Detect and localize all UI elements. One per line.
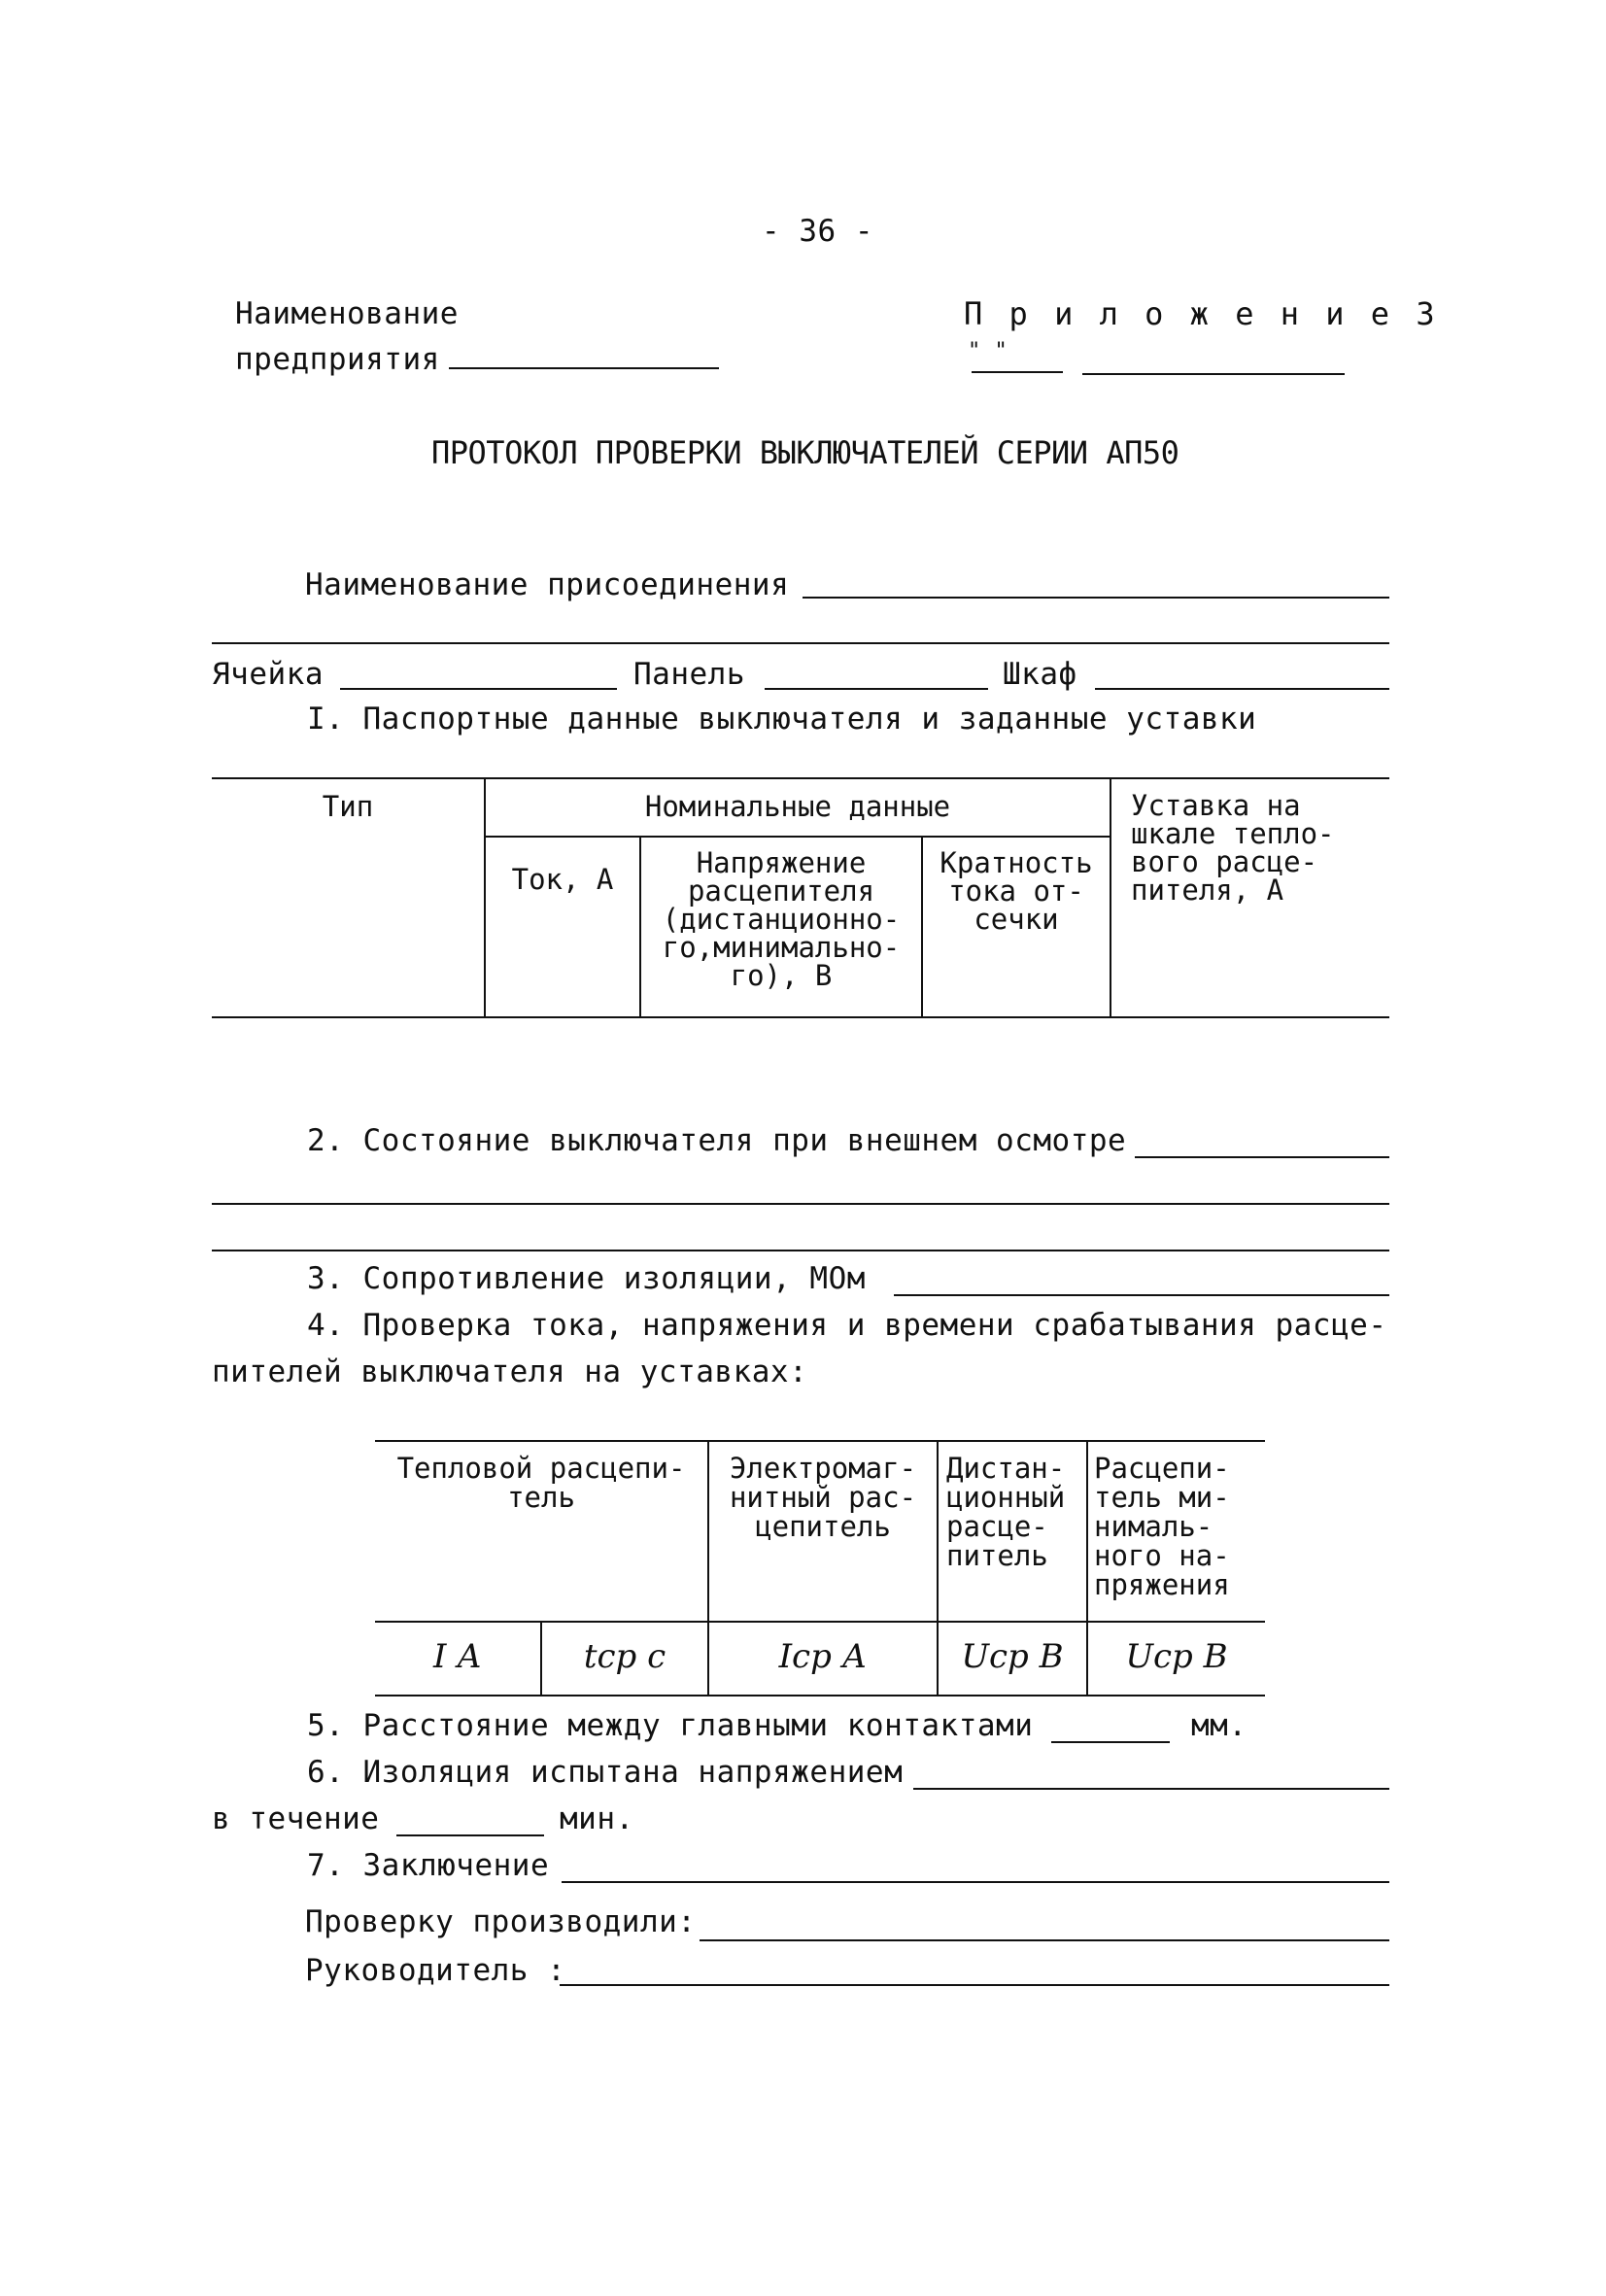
table1-top-border xyxy=(212,777,1389,779)
header-cutoff-ratio: Кратность тока от- сечки xyxy=(940,846,1093,936)
section4-line1: 4. Проверка тока, напряжения и времени срабатывания расце- xyxy=(307,1308,1387,1343)
checked-by-blank[interactable] xyxy=(700,1939,1389,1941)
header-remote-release: Дистан- ционный расце- питель xyxy=(946,1452,1066,1572)
org-label-2: предприятия xyxy=(235,342,440,377)
section2-blank[interactable] xyxy=(1135,1156,1389,1158)
section5-unit: мм. xyxy=(1191,1708,1247,1743)
table1-subheader-line xyxy=(484,836,1111,838)
date-quotes: " " xyxy=(968,339,1008,363)
cabinet-label: Шкаф xyxy=(1003,657,1077,692)
table2-top-border xyxy=(375,1440,1265,1442)
cell-label: Ячейка xyxy=(212,657,324,692)
date-day-blank[interactable] xyxy=(972,371,1063,373)
section2-blank-3[interactable] xyxy=(212,1250,1389,1251)
section7-label: 7. Заключение xyxy=(307,1848,550,1883)
unit-trip-time: tср с xyxy=(583,1637,666,1676)
contact-distance-blank[interactable] xyxy=(1051,1741,1170,1743)
document-title: ПРОТОКОЛ ПРОВЕРКИ ВЫКЛЮЧАТЕЛЕЙ СЕРИИ АП50 xyxy=(431,434,1179,471)
panel-blank[interactable] xyxy=(765,688,988,690)
section2-label: 2. Состояние выключателя при внешнем осмотре xyxy=(307,1123,1127,1158)
insulation-resistance-blank[interactable] xyxy=(894,1294,1389,1296)
page-number: - 36 - xyxy=(762,214,873,249)
head-blank[interactable] xyxy=(560,1984,1389,1986)
unit-trip-voltage-min: Uср В xyxy=(1125,1637,1228,1676)
section4-line2: пителей выключателя на уставках: xyxy=(212,1354,808,1389)
section1-heading: I. Паспортные данные выключателя и заданные уставки xyxy=(307,702,1257,737)
header-current: Ток, А xyxy=(511,863,614,896)
header-type: Тип xyxy=(322,790,374,823)
connection-label: Наименование присоединения xyxy=(305,567,790,602)
section6-unit: мин. xyxy=(560,1801,634,1836)
unit-current: I А xyxy=(433,1637,482,1676)
org-label-1: Наименование xyxy=(235,296,459,331)
connection-blank-2[interactable] xyxy=(212,642,1389,644)
cabinet-blank[interactable] xyxy=(1095,688,1389,690)
test-voltage-blank[interactable] xyxy=(913,1788,1389,1790)
section6-during-label: в течение xyxy=(212,1801,380,1836)
header-thermal-release: Тепловой расцепи- тель xyxy=(396,1452,686,1514)
section5-label: 5. Расстояние между главными контактами xyxy=(307,1708,1034,1743)
test-duration-blank[interactable] xyxy=(396,1834,544,1836)
cell-blank[interactable] xyxy=(340,688,617,690)
unit-trip-voltage-remote: Uср В xyxy=(961,1637,1064,1676)
header-min-voltage-release: Расцепи- тель ми- нималь- ного на- пряжения xyxy=(1094,1452,1230,1601)
connection-blank[interactable] xyxy=(803,597,1389,599)
panel-label: Панель xyxy=(633,657,745,692)
header-electromagnetic-release: Электромаг- нитный рас- цепитель xyxy=(729,1452,917,1543)
table2-bottom-border xyxy=(375,1695,1265,1696)
table1-bottom-border xyxy=(212,1016,1389,1018)
header-nominal-data: Номинальные данные xyxy=(644,790,951,823)
conclusion-blank[interactable] xyxy=(562,1881,1389,1883)
table2-header-border xyxy=(375,1621,1265,1623)
section3-label: 3. Сопротивление изоляции, МОм xyxy=(307,1261,866,1296)
head-label: Руководитель : xyxy=(305,1953,566,1988)
header-voltage: Напряжение расцепителя (дистанционно- го,минимально- го), В xyxy=(662,846,901,992)
header-thermal-setting: Уставка на шкале тепло- вого расце- пителя, А xyxy=(1131,789,1335,907)
section2-blank-2[interactable] xyxy=(212,1203,1389,1205)
table1-divider xyxy=(1110,777,1111,1017)
date-month-blank[interactable] xyxy=(1082,373,1345,375)
appendix-label: П р и л о ж е н и е 3 xyxy=(964,295,1439,332)
org-name-blank[interactable] xyxy=(449,367,719,369)
unit-trip-current: Iср А xyxy=(778,1637,868,1676)
section6-label: 6. Изоляция испытана напряжением xyxy=(307,1755,904,1790)
checked-by-label: Проверку производили: xyxy=(305,1904,697,1939)
